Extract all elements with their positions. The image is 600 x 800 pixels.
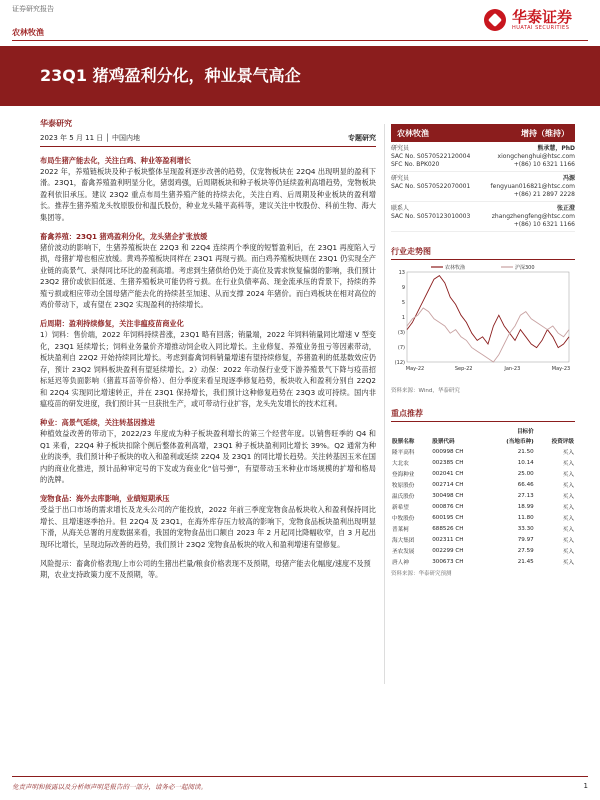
logo-mark-icon [484,9,506,31]
analyst-sac: SAC No. S0570522070001 [391,183,471,190]
table-cell: 688526 CH [432,525,464,532]
analyst-row [391,221,575,229]
table-cell: 登海种业 [392,471,415,478]
table-row [391,479,575,490]
table-cell: 002714 CH [432,481,464,488]
byline: 华泰研究 [40,119,72,128]
table-cell: 唐人神 [392,559,409,566]
analyst-2 [391,205,575,232]
table-cell: 000998 CH [432,448,464,455]
section-3 [40,417,376,485]
table-cell: 买入 [562,482,574,489]
section-heading: 后周期：盈利持续修复，关注非瘟疫苗商业化 [40,319,184,329]
table-row [391,556,575,567]
logo-text: 华泰证券 [511,8,572,26]
page-number: 1 [583,782,588,790]
table-cell: 买入 [562,504,574,511]
table-header-row [391,426,575,436]
table-cell [431,426,486,436]
analyst-row [391,161,575,169]
table-cell: 买入 [562,449,574,456]
trend-chart-svg [391,260,575,380]
table-cell: 600195 CH [432,514,464,521]
table-row [391,545,575,556]
analyst-name: 熊承慧，PhD [537,145,575,152]
table-cell: 新希望 [392,504,409,511]
table-cell: (当地币种) [506,439,534,445]
table-cell: 买入 [562,559,574,566]
table-cell: 002385 CH [432,459,464,466]
table-cell: 隆平高科 [392,449,415,456]
table-row [391,446,575,457]
analyst-role: 联系人 [391,205,410,212]
analyst-1 [391,175,575,202]
table-cell: 买入 [562,460,574,467]
analyst-email: zhangzhengfeng@htsc.com [491,213,575,220]
analyst-name: 冯源 [562,175,575,182]
risk-note: 风险提示：畜禽价格表现/上市公司的生猪出栏量/粮食价格表现不及预期，母猪产能去化幅度/速度不及预期，农业支持政策力度不及预期，等。 [40,558,371,580]
table-cell: 大北农 [392,460,409,467]
analyst-divider [391,231,575,232]
table-row [391,468,575,479]
trend-title: 行业走势图 [391,246,575,260]
report-date: 2023 年 5 月 11 日 │ 中国内地 [40,134,140,142]
table-cell: 27.13 [517,492,534,499]
x-tick-label: Sep-22 [454,366,473,372]
table-cell: 10.14 [517,459,534,466]
analyst-row [391,183,575,191]
section-heading: 种业：高景气延续，关注转基因推进 [40,418,156,428]
section-body: 1）饲料：售价端，2022 年饲料持续普涨，23Q1 略有回落；销量端，2022 年饲料销量同比增速 V 型变化，23Q1 延续增长；饲料业务量价齐增推动饲企收入同比增长。主业修复、养殖业务扭亏等因素带动，板块盈利自 22Q2 开始持续同比增长。考虑到畜禽饲料销量增速有望持续修复，养猪盈利的低基数效应仍存，预计 23Q2 饲料板块盈利有望延续增长。2）动保：2022 年动保行业受下游养殖景气下降与疫苗招标延迟等负面影响（猪蓝耳苗等价格）、但分季度来看呈现逐季修复趋势，板块收入和盈利分别自 22Q2 和 22Q4 实现同比增速转正，并在 23Q1 保持增长，我们预计这种修复趋势在 23Q3 或可持续。国内非瘟疫苗的研发进度，我们预计其一旦获批生产，或可带动行业扩容，龙头先发增长的技术红利。 [40,330,376,408]
table-cell: 21.50 [517,448,534,455]
rating: 增持（维持） [521,128,569,138]
table-cell: 000876 CH [432,503,464,510]
report-type: 专题研究 [348,134,376,142]
analyst-role: 研究员 [391,145,410,152]
table-cell: 买入 [562,493,574,500]
analyst-row [391,191,575,199]
table-cell: 股票代码 [432,439,455,445]
company-logo [484,9,572,31]
section-0 [40,155,376,223]
analyst-row [391,145,575,153]
legend-label: 农林牧渔 [445,265,466,271]
x-tick-label: May-22 [405,366,425,372]
analyst-row [391,153,575,161]
table-cell: 002311 CH [432,536,464,543]
section-heading: 畜禽养殖：23Q1 猪鸡盈利分化，龙头猪企扩张放缓 [40,232,208,242]
analyst-phone: +(86) 21 2897 2228 [513,191,575,198]
table-cell: 25.00 [517,470,534,477]
section-body: 猪价波动的影响下，生猪养殖板块在 22Q3 和 22Q4 连续两个季度的短暂盈利后，在 23Q1 再度陷入亏损，母猪扩增也相应放缓。黄鸡养殖板块同样在 23Q1 再现亏损。而白鸡养殖板块则在 23Q1 仍实现全产业链的高景气、录得同比环比的盈利高增。考虑到生猪供给仍处于高位及需求恢复偏弱的影响，我们预计 23Q2 猪价或依旧低迷、生猪养殖板块可能仍将亏损。在行业负债率高、现金流承压的背景下，持续的养殖亏损或相应带动全国母猪产能去化的持续甚至加速、从而支撑 2024 年猪价。而白鸡板块在相对高位的鸡价带动下，或有望在 23Q2 实现盈利的持续增长。 [40,243,376,310]
table-row [391,490,575,501]
industry-tag: 农林牧渔 [12,28,44,37]
table-cell: 中牧股份 [392,515,415,522]
analyst-phone: +(86) 10 6321 1166 [513,161,575,168]
section-heading: 布局生猪产能去化，关注白鸡、种业等盈利增长 [40,156,191,165]
table-cell: 66.46 [517,481,534,488]
logo-subtext: HUATAI SECURITIES [511,25,570,31]
footer-rule [12,776,588,777]
main-column [40,118,376,581]
table-cell [391,426,431,436]
table-cell: 圣农发展 [392,548,415,555]
dateline [40,133,376,147]
table-cell: 11.80 [517,514,534,521]
section-2 [40,318,376,409]
table-cell: 买入 [562,526,574,533]
report-title: 23Q1 猪鸡盈利分化，种业景气高企 [40,66,301,85]
analyst-row [391,205,575,213]
y-tick-label: 5 [401,300,405,306]
table-cell: 002041 CH [432,470,464,477]
section-4 [40,493,376,550]
table-cell: 买入 [562,548,574,555]
analyst-0 [391,145,575,172]
analyst-phone: +(86) 10 6321 1166 [513,221,575,228]
table-row [391,457,575,468]
column-divider [384,124,385,684]
series-line-0 [407,276,569,348]
table-row [391,534,575,545]
table-cell: 21.45 [517,558,534,565]
table-cell: 牧原股份 [392,482,415,489]
table-cell: 300673 CH [432,558,464,565]
table-cell: 002299 CH [432,547,464,554]
disclaimer: 免责声明和披露以及分析师声明是报告的一部分，请务必一起阅读。 [12,783,207,791]
table-row [391,512,575,523]
y-tick-label: (7) [397,345,405,351]
table-cell: 18.99 [517,503,534,510]
table-cell: 海大集团 [392,537,415,544]
table-cell: 目标价 [516,429,534,435]
y-tick-label: 9 [401,285,405,291]
section-body: 受益于出口市场的需求增长及龙头公司的产能投放，2022 年前三季度宠物食品板块收入和盈利保持同比增长、且增速逐季抬升。但 22Q4 及 23Q1，在海外库存压力较高的影响下，宠物食品板块盈利出现明显下滑，从海关总署的月度数据来看，我国的宠物食品出口额自 2023 年 2 月起同比降幅收窄，自 3 月起出现环比增长，呈现边际改善的趋势，我们预计 23Q2 宠物食品板块的收入和盈利增速有望修复。 [40,505,376,549]
table-cell: 27.59 [517,547,534,554]
y-tick-label: (3) [397,330,405,336]
trend-source: 资料来源：Wind，华泰研究 [391,388,460,394]
rating-bar [391,124,575,142]
table-row [391,523,575,534]
table-cell: 买入 [562,515,574,522]
analyst-sfc: SFC No. BPK020 [391,161,440,168]
analyst-divider [391,171,575,172]
analyst-row [391,175,575,183]
section-body: 2022 年，养殖链板块及种子板块整体呈现盈利逐步改善的趋势，仅宠物板块在 22Q4 出现明显的盈利下滑。23Q1，畜禽养殖盈利明显分化，猪弱鸡强，后周期板块和种子板块等仍延续盈利高增趋势，宠物板块盈利依旧承压。建议 23Q2 重点布局生猪养殖产能的持续去化，关注白鸡、后周期及种业板块的盈利增长。推荐生猪养殖龙头牧原股份和温氏股份，种业龙头隆平高科等，建议关注中牧股份、科前生物、海大集团等。 [40,167,376,222]
table-cell: 投资评级 [551,439,574,445]
table-cell: 33.30 [517,525,534,532]
table-cell: 温氏股份 [392,493,415,500]
analyst-email: xiongchenghui@htsc.com [497,153,575,160]
table-cell: 买入 [562,471,574,478]
table-cell: 股票名称 [392,439,415,445]
sections [40,155,376,550]
section-heading: 宠物食品：海外去库影响，业绩短期承压 [40,494,170,504]
x-tick-label: May-23 [551,366,571,372]
title-band [0,46,600,106]
x-tick-label: Jan-23 [504,366,521,372]
table-cell: 买入 [562,537,574,544]
sidebar [391,118,575,577]
sidebar-industry: 农林牧渔 [397,128,429,138]
analyst-sac: SAC No. S0570522120004 [391,153,471,160]
analyst-name: 张正澄 [556,205,575,212]
y-tick-label: 13 [398,270,405,276]
recommend-table [391,426,575,567]
rec-title: 重点推荐 [391,408,575,422]
analyst-row [391,213,575,221]
analyst-role: 研究员 [391,175,410,182]
table-cell: 79.97 [517,536,534,543]
analyst-sac: SAC No. S0570123010003 [391,213,471,220]
table-row [391,501,575,512]
report-label: 证券研究报告 [12,5,54,13]
header-rule [12,40,588,41]
y-tick-label: 1 [401,315,405,321]
analyst-email: fengyuan016821@htsc.com [490,183,575,190]
section-body: 种植效益改善的带动下，2022/23 年度成为种子板块盈利增长的第三个经营年度。以销售旺季的 Q4 和 Q1 来看，22Q4 种子板块扣除个例后整体盈利高增，23Q1 种子板块盈利同比增长 39%。Q2 通常为种业的淡季，我们预计种子板块的收入和盈利或延续 22Q4 及 23Q1 的同比增长趋势。关注转基因玉米在国内的商业化推进，预计品种审定号的下发或为商业化“信号弹”，有望带动玉米种业市场规模的扩增和格局的洗牌。 [40,429,376,484]
legend-label: 沪深300 [515,265,535,271]
table-cell: 普莱柯 [392,526,409,533]
table-cell: 300498 CH [432,492,464,499]
rec-source: 资料来源：华泰研究预测 [391,571,452,577]
analyst-list [391,145,575,232]
table-cell [535,426,575,436]
section-1 [40,231,376,310]
table-header-row [391,436,575,446]
trend-chart [391,260,575,384]
y-tick-label: (12) [394,360,405,366]
analyst-divider [391,201,575,202]
